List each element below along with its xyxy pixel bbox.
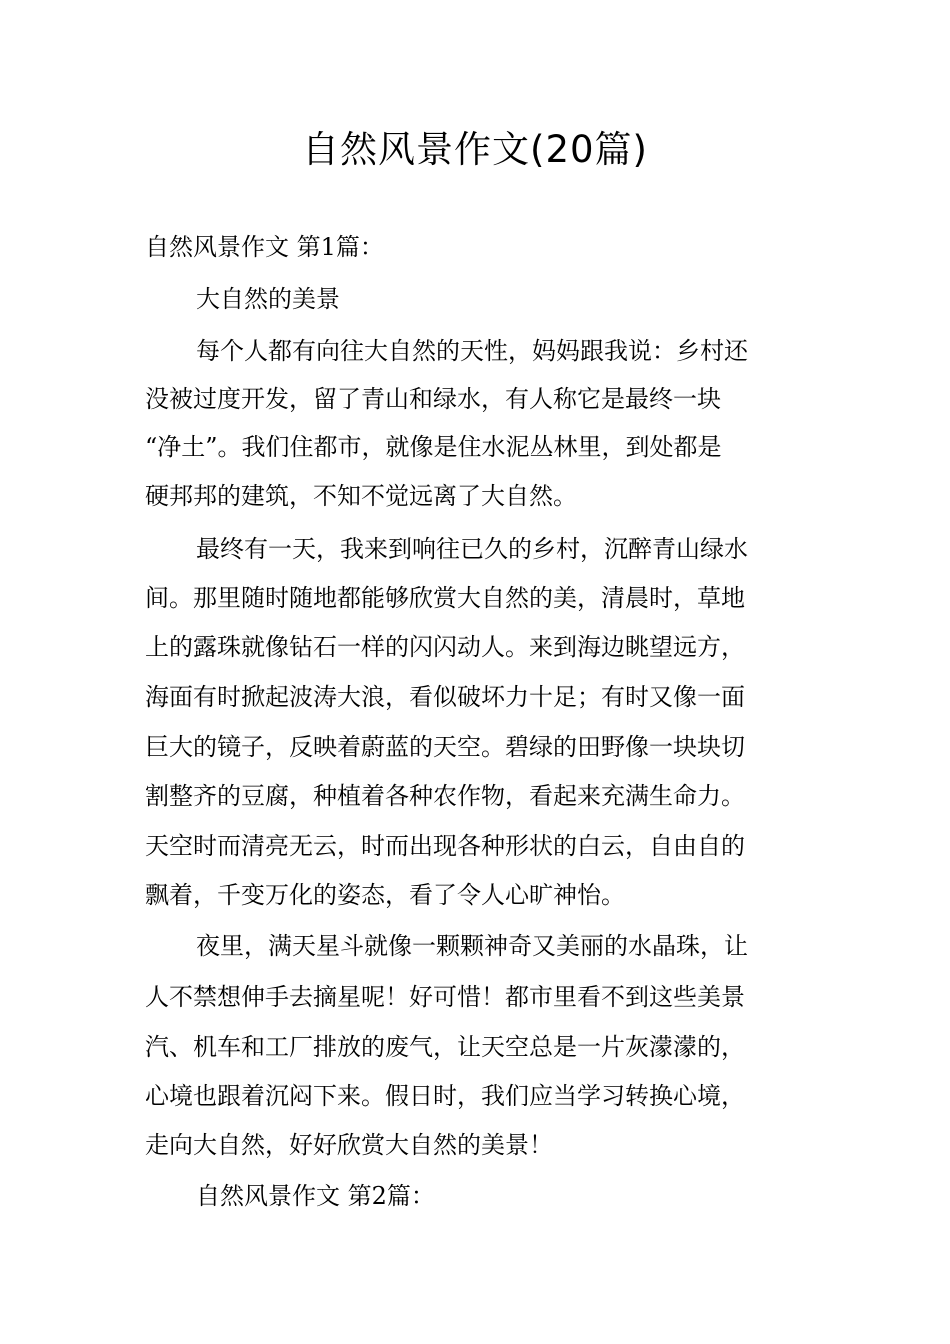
paragraph-line: 汽、机车和工厂排放的废气，让天空总是一片灰濛濛的， <box>145 1033 745 1061</box>
paragraph-line: 每个人都有向往大自然的天性，妈妈跟我说：乡村还 <box>196 337 748 365</box>
paragraph-line: 巨大的镜子，反映着蔚蓝的天空。碧绿的田野像一块块切 <box>145 733 745 761</box>
paragraph-line: 心境也跟着沉闷下来。假日时，我们应当学习转换心境， <box>145 1082 745 1110</box>
paragraph-line: 走向大自然，好好欣赏大自然的美景！ <box>145 1131 553 1159</box>
paragraph-line: 没被过度开发，留了青山和绿水，有人称它是最终一块 <box>145 385 721 413</box>
paragraph-line: 飘着，千变万化的姿态，看了令人心旷神怡。 <box>145 881 625 909</box>
paragraph-line: 间。那里随时随地都能够欣赏大自然的美，清晨时，草地 <box>145 584 745 612</box>
paragraph-line: 夜里，满天星斗就像一颗颗神奇又美丽的水晶珠，让 <box>196 932 748 960</box>
page-title: 自然风景作文(20篇) <box>302 128 648 171</box>
section-label-2: 自然风景作文 第2篇： <box>196 1182 435 1210</box>
section-label-1: 自然风景作文 第1篇： <box>145 233 384 261</box>
essay-title: 大自然的美景 <box>196 285 340 313</box>
paragraph-line: 最终有一天，我来到响往已久的乡村，沉醉青山绿水 <box>196 535 748 563</box>
paragraph-line: 天空时而清亮无云，时而出现各种形状的白云，自由自的 <box>145 832 745 860</box>
paragraph-line: 硬邦邦的建筑，不知不觉远离了大自然。 <box>145 482 577 510</box>
paragraph-line: “净土”。我们住都市，就像是住水泥丛林里，到处都是 <box>145 433 722 461</box>
paragraph-line: 人不禁想伸手去摘星呢！好可惜！都市里看不到这些美景 <box>145 983 745 1011</box>
paragraph-line: 割整齐的豆腐，种植着各种农作物，看起来充满生命力。 <box>145 782 745 810</box>
paragraph-line: 上的露珠就像钻石一样的闪闪动人。来到海边眺望远方， <box>145 633 745 661</box>
paragraph-line: 海面有时掀起波涛大浪，看似破坏力十足；有时又像一面 <box>145 683 745 711</box>
